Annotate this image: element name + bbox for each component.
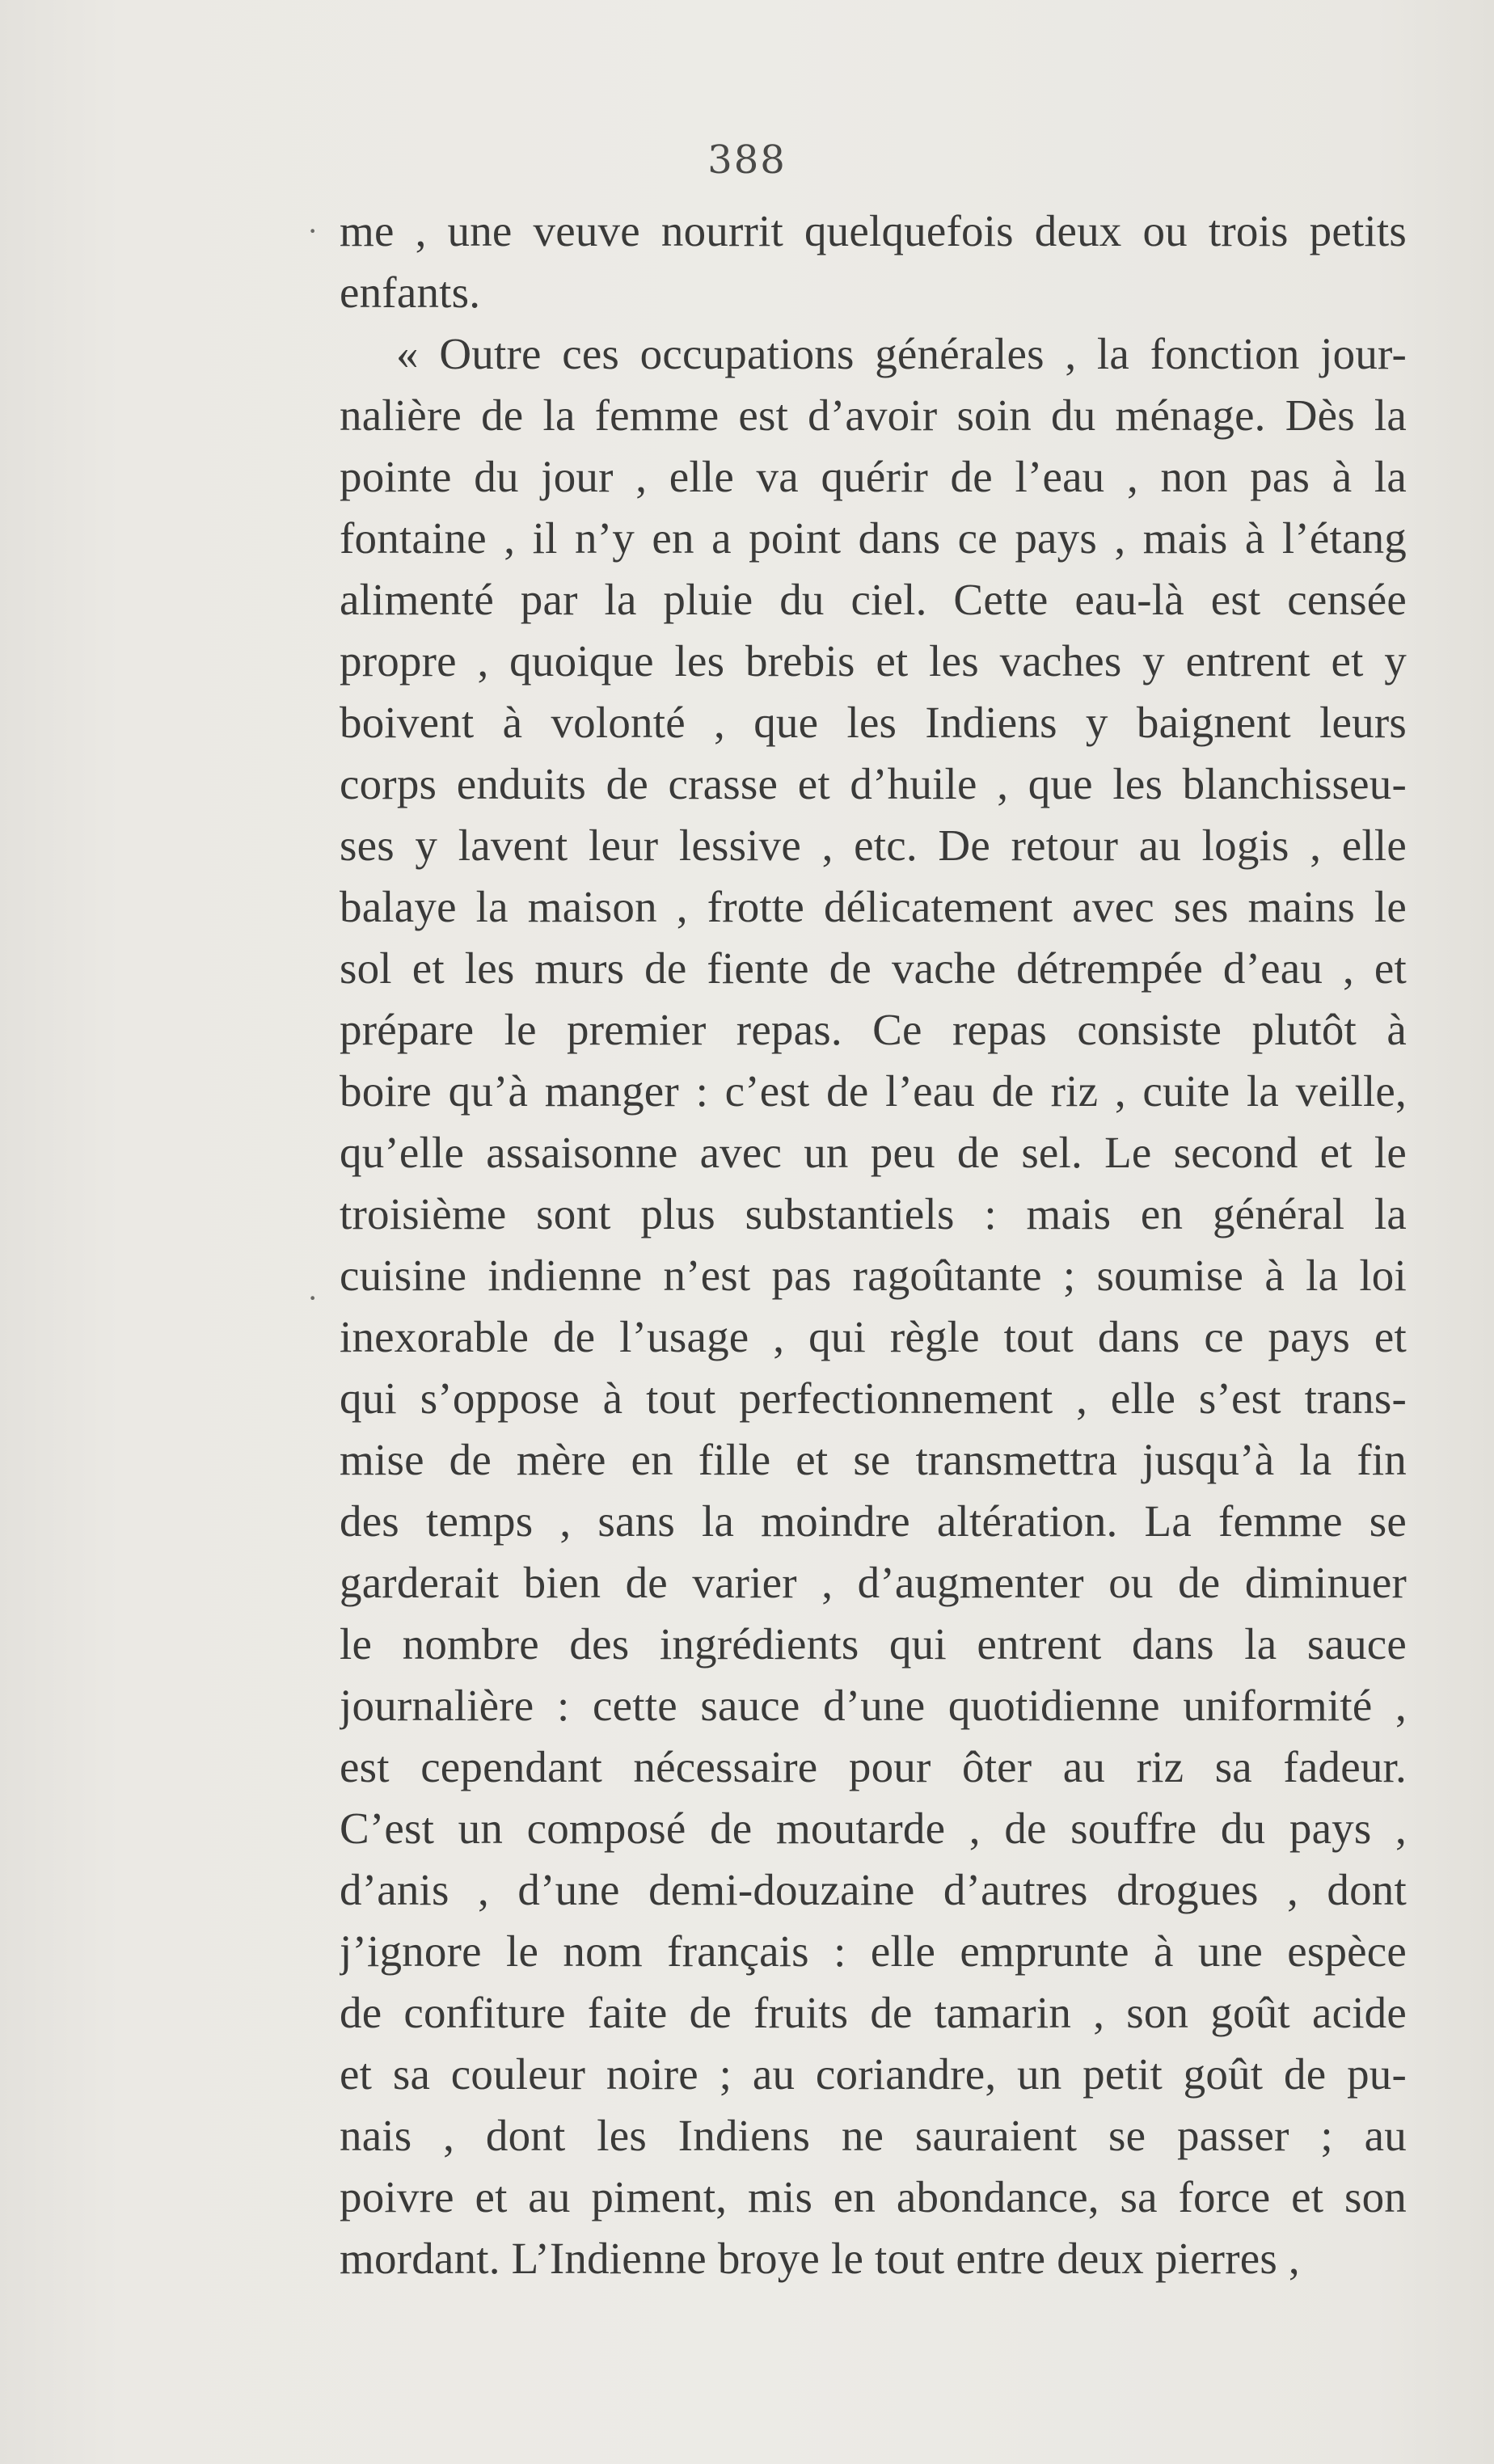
text-line: garderait bien de varier , d’augmenter ou de diminuer xyxy=(340,1558,1407,1607)
text-line: cuisine indienne n’est pas ragoûtante ; soumise à la loi xyxy=(340,1251,1407,1300)
text-line: boire qu’à manger : c’est de l’eau de riz , cuite la veille, xyxy=(340,1066,1407,1116)
text-line: me , une veuve nourrit quelquefois deux ou trois petits xyxy=(340,206,1407,255)
text-line: alimenté par la pluie du ciel. Cette eau-là est censée xyxy=(340,575,1407,624)
text-line: d’anis , d’une demi-douzaine d’autres drogues , dont xyxy=(340,1865,1407,1914)
text-line: mordant. L’Indienne broye le tout entre deux pierres , xyxy=(340,2234,1300,2283)
text-line: pointe du jour , elle va quérir de l’eau , non pas à la xyxy=(340,452,1407,501)
text-line: et sa couleur noire ; au coriandre, un petit goût de pu- xyxy=(340,2049,1407,2099)
text-line: est cependant nécessaire pour ôter au riz sa fadeur. xyxy=(340,1742,1407,1791)
margin-dot: · xyxy=(307,1280,319,1316)
text-line: mise de mère en fille et se transmettra jusqu’à la fin xyxy=(340,1435,1407,1484)
text-line: propre , quoique les brebis et les vaches y entrent et y xyxy=(340,636,1407,686)
text-line: poivre et au piment, mis en abondance, sa force et son xyxy=(340,2172,1407,2221)
text-line: des temps , sans la moindre altération. La femme se xyxy=(340,1496,1407,1546)
page-number: 388 xyxy=(707,137,787,183)
text-line: enfants. xyxy=(340,268,481,317)
text-line: balaye la maison , frotte délicatement avec ses mains le xyxy=(340,882,1407,931)
text-line: C’est un composé de moutarde , de souffre du pays , xyxy=(340,1804,1407,1853)
text-line: fontaine , il n’y en a point dans ce pays , mais à l’étang xyxy=(340,513,1407,563)
text-line: inexorable de l’usage , qui règle tout dans ce pays et xyxy=(340,1312,1407,1361)
body-text xyxy=(340,200,1407,2289)
text-line: qui s’oppose à tout perfectionnement , elle s’est trans- xyxy=(340,1373,1407,1423)
text-line: « Outre ces occupations générales , la fonction jour- xyxy=(396,329,1407,378)
text-line: nais , dont les Indiens ne sauraient se passer ; au xyxy=(340,2111,1407,2160)
text-line: prépare le premier repas. Ce repas consiste plutôt à xyxy=(340,1005,1407,1054)
text-line: le nombre des ingrédients qui entrent dans la sauce xyxy=(340,1619,1407,1669)
text-line: corps enduits de crasse et d’huile , que les blanchisseu- xyxy=(340,759,1407,808)
margin-dot: · xyxy=(307,213,319,249)
text-line: de confiture faite de fruits de tamarin , son goût acide xyxy=(340,1988,1407,2037)
text-line: ses y lavent leur lessive , etc. De retour au logis , elle xyxy=(340,821,1407,870)
text-line: sol et les murs de fiente de vache détrempée d’eau , et xyxy=(340,943,1407,993)
text-line: boivent à volonté , que les Indiens y baignent leurs xyxy=(340,698,1407,747)
text-line: nalière de la femme est d’avoir soin du ménage. Dès la xyxy=(340,390,1407,440)
text-line: qu’elle assaisonne avec un peu de sel. Le second et le xyxy=(340,1128,1407,1177)
text-line: journalière : cette sauce d’une quotidienne uniformité , xyxy=(340,1681,1407,1730)
text-line: j’ignore le nom français : elle emprunte à une espèce xyxy=(340,1926,1407,1976)
text-line: troisième sont plus substantiels : mais en général la xyxy=(340,1189,1407,1238)
